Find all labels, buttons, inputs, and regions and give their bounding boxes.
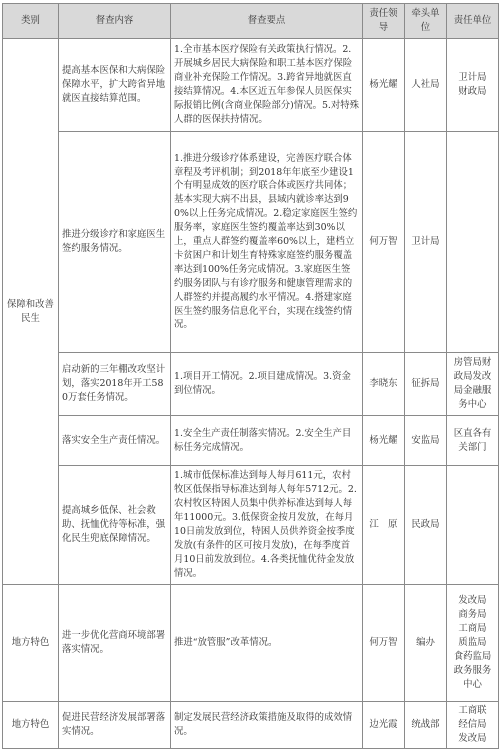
units-cell: 卫计局 财政局: [447, 39, 499, 132]
units-cell: 发改局 商务局 工商局 质监局 食药监局 政务服务中心: [447, 585, 499, 702]
table-row: [3, 353, 499, 416]
points-cell: 1.安全生产责任制落实情况。2.安全生产目标任务完成情况。: [171, 416, 363, 466]
units-cell: [447, 132, 499, 353]
lead-unit-cell: 卫计局: [405, 132, 447, 353]
points-cell: 1.全市基本医疗保险有关政策执行情况。2.开展城乡居民大病保险和职工基本医疗保险商业补充保险工作情况。3.跨省异地就医直接结算情况。4.本区近五年参保人员医保实际报销比例(含商业保险部分)情况。5.对特殊人群的医保扶持情况。: [171, 39, 363, 132]
category-cell: 保障和改善民生: [3, 39, 59, 585]
table-row: [3, 39, 499, 132]
leader-cell: 杨光耀: [363, 416, 405, 466]
table-row: [3, 585, 499, 702]
content-cell: 启动新的三年棚改攻坚计划，落实2018年开工580万套任务情况。: [59, 353, 171, 416]
points-cell: 推进“放管服”改革情况。: [171, 585, 363, 702]
units-cell: 房管局财政局发改局金融服务中心: [447, 353, 499, 416]
lead-unit-cell: 征拆局: [405, 353, 447, 416]
points-cell: 1.项目开工情况。2.项目建成情况。3.资金到位情况。: [171, 353, 363, 416]
content-cell: 促进民营经济发展部署落实情况。: [59, 702, 171, 749]
header-points: 督查要点: [171, 4, 363, 39]
header-content: 督查内容: [59, 4, 171, 39]
content-cell: 提高城乡低保、社会救助、抚恤优待等标准，强化民生兜底保障情况。: [59, 466, 171, 585]
points-cell: 制定发展民营经济政策措施及取得的成效情况。: [171, 702, 363, 749]
leader-cell: 杨光耀: [363, 39, 405, 132]
category-cell: 地方特色: [3, 585, 59, 702]
units-cell: 工商联 经信局 发改局: [447, 702, 499, 749]
leader-cell: 李晓东: [363, 353, 405, 416]
category-cell: 地方特色: [3, 702, 59, 749]
lead-unit-cell: 编办: [405, 585, 447, 702]
lead-unit-cell: 民政局: [405, 466, 447, 585]
points-cell: 1.推进分级诊疗体系建设，完善医疗联合体章程及考评机制；到2018年年底至少建设1个有明显成效的医疗联合体或医疗共同体；基本实现大病不出县，县域内就诊率达到90%以上任务完成情况。2.稳定家庭医生签约服务率，家庭医生签约覆盖率达到30%以上，重点人群签约覆盖率60%以上，建档立卡贫困户和计划生育特殊家庭签约服务覆盖率达到100%任务完成情况。3.家庭医生签约服务团队与有诊疗服务和健康管理需求的人群签约并提高履约水平情况。4.搭建家庭医生签约服务信息化平台，实现在线签约情况。: [171, 132, 363, 353]
lead-unit-cell: 统战部: [405, 702, 447, 749]
lead-unit-cell: 人社局: [405, 39, 447, 132]
document-page: [2, 3, 498, 749]
leader-cell: 何万智: [363, 585, 405, 702]
content-cell: 提高基本医保和大病保险保障水平，扩大跨省异地就医直接结算范围。: [59, 39, 171, 132]
table-row: [3, 702, 499, 749]
leader-cell: 边光霞: [363, 702, 405, 749]
lead-unit-cell: 安监局: [405, 416, 447, 466]
leader-cell: 何万智: [363, 132, 405, 353]
header-leader: 责任领导: [363, 4, 405, 39]
leader-cell: 江 原: [363, 466, 405, 585]
table-row: [3, 132, 499, 353]
points-cell: 1.城市低保标准达到每人每月611元，农村牧区低保指导标准达到每人每年5712元。2.农村牧区特困人员集中供养标准达到每人每年11000元。3.低保资金按月发放，在每月10日前发放到位，特困人员供养资金按季度发放(有条件的区可按月发放)，在每季度首月10日前发放到位。4.各类抚恤优待金发放情况。: [171, 466, 363, 585]
units-cell: [447, 466, 499, 585]
supervision-table: [2, 3, 499, 749]
header-units: 责任单位: [447, 4, 499, 39]
content-cell: 进一步优化营商环境部署落实情况。: [59, 585, 171, 702]
table-row: [3, 416, 499, 466]
content-cell: 落实安全生产责任情况。: [59, 416, 171, 466]
table-header-row: [3, 4, 499, 39]
content-cell: 推进分级诊疗和家庭医生签约服务情况。: [59, 132, 171, 353]
units-cell: 区直各有关部门: [447, 416, 499, 466]
header-lead-unit: 牵头单位: [405, 4, 447, 39]
header-category: 类别: [3, 4, 59, 39]
table-row: [3, 466, 499, 585]
